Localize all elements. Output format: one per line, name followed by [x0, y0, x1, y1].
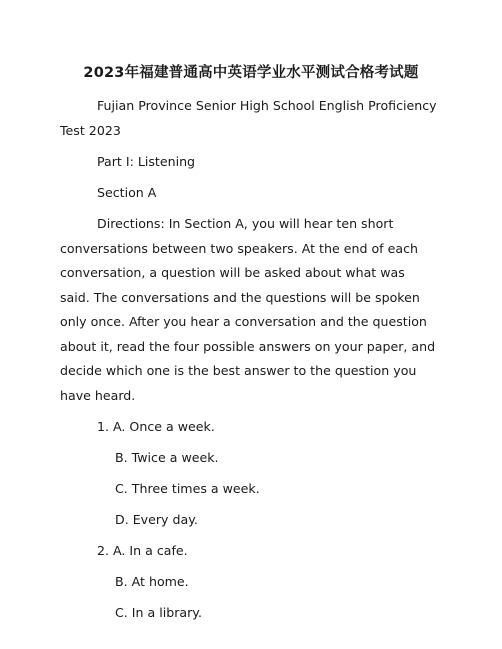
question-1-option-d: D. Every day.: [115, 512, 198, 527]
question-2-option-c: C. In a library.: [115, 605, 202, 620]
question-2: 2. A. In a cafe.: [97, 543, 188, 558]
question-2-option-b: B. At home.: [115, 574, 189, 589]
question-1-option-b: B. Twice a week.: [115, 450, 219, 465]
document-title: 2023年福建普通高中英语学业水平测试合格考试题: [83, 65, 419, 81]
question-1-option-c: C. Three times a week.: [115, 481, 260, 496]
directions-paragraph: Directions: In Section A, you will hear ten short conversations between two speakers. At the end of each conversation, a question will be asked about what was said. The conversations and the questions will be spoken only once. After you hear a conversation and the question about it, read the four possible answers on your paper, and decide which one is the best answer to the question you have heard.: [60, 216, 436, 403]
document-subtitle: Fujian Province Senior High School English Proficiency Test 2023: [60, 98, 437, 138]
part-heading: Part I: Listening: [97, 154, 196, 169]
section-heading: Section A: [97, 185, 157, 200]
question-1: 1. A. Once a week.: [97, 419, 215, 434]
